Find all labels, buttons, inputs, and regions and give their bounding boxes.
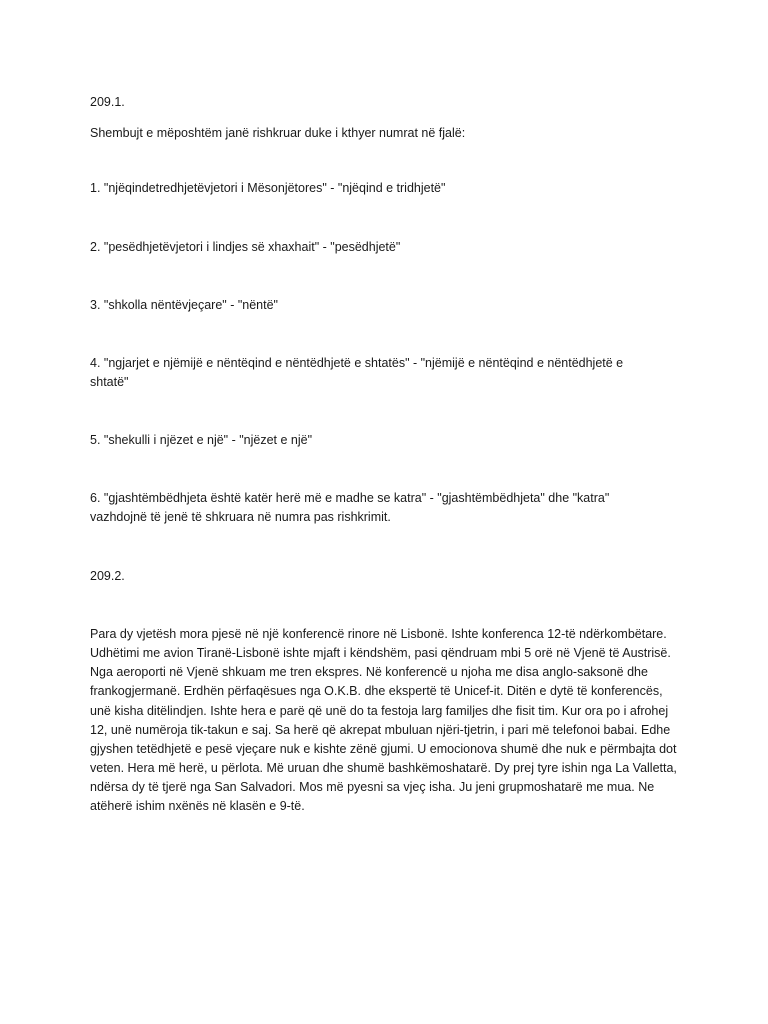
section-intro: Shembujt e mëposhtëm janë rishkruar duke i kthyer numrat në fjalë: — [90, 126, 466, 140]
section-number-209-1: 209.1. — [90, 95, 125, 109]
list-item-1: 1. "njëqindetredhjetëvjetori i Mësonjëtores" - "njëqind e tridhjetë" — [90, 181, 446, 195]
list-item-3: 3. "shkolla nëntëvjeçare" - "nëntë" — [90, 298, 278, 312]
list-item-6: 6. "gjashtëmbëdhjeta është katër herë më e madhe se katra" - "gjashtëmbëdhjeta" dhe "katra" vazhdojnë të jenë të shkruara në numra pas rishkrimit. — [90, 491, 610, 524]
section-number-209-2: 209.2. — [90, 569, 125, 583]
list-item-5: 5. "shekulli i njëzet e një" - "njëzet e një" — [90, 433, 313, 447]
list-item-4: 4. "ngjarjet e njëmijë e nëntëqind e nëntëdhjetë e shtatës" - "njëmijë e nëntëqind e nëntëdhjetë e shtatë" — [90, 356, 624, 389]
list-item-2: 2. "pesëdhjetëvjetori i lindjes së xhaxhait" - "pesëdhjetë" — [90, 240, 401, 254]
story-paragraph: Para dy vjetësh mora pjesë në një konferencë rinore në Lisbonë. Ishte konferenca 12-të ndërkombëtare. Udhëtimi me avion Tiranë-Lisbonë ishte mjaft i këndshëm, pasi qëndruam mbi 5 orë në Vjenë të Austrisë. Nga aeroporti në Vjenë shkuam me tren ekspres. Në konferencë u njoha me disa anglo-saksonë dhe frankogjermanë. Erdhën përfaqësues nga O.K.B. dhe ekspertë të Unicef-it. Ditën e dytë të konferencës, unë kisha ditëlindjen. Ishte hera e parë që unë do ta festoja larg familjes dhe fisit tim. Kur ora po i afrohej 12, unë numëroja tik-takun e saj. Sa herë që akrepat mbuluan njëri-tjetrin, i pari më telefonoi babai. Edhe gjyshen tetëdhjetë e pesë vjeçare nuk e kishte zënë gjumi. U emocionova shumë dhe nuk e përmbajta dot veten. Hera më herë, u përlota. Më uruan dhe shumë bashkëmoshatarë. Dy prej tyre ishin nga La Valletta, ndërsa dy të tjerë nga San Salvadori. Mos më pyesni sa vjeç isha. Ju jeni grupmoshatarë me mua. Ne atëherë ishim nxënës në klasën e 9-të. — [90, 627, 677, 814]
